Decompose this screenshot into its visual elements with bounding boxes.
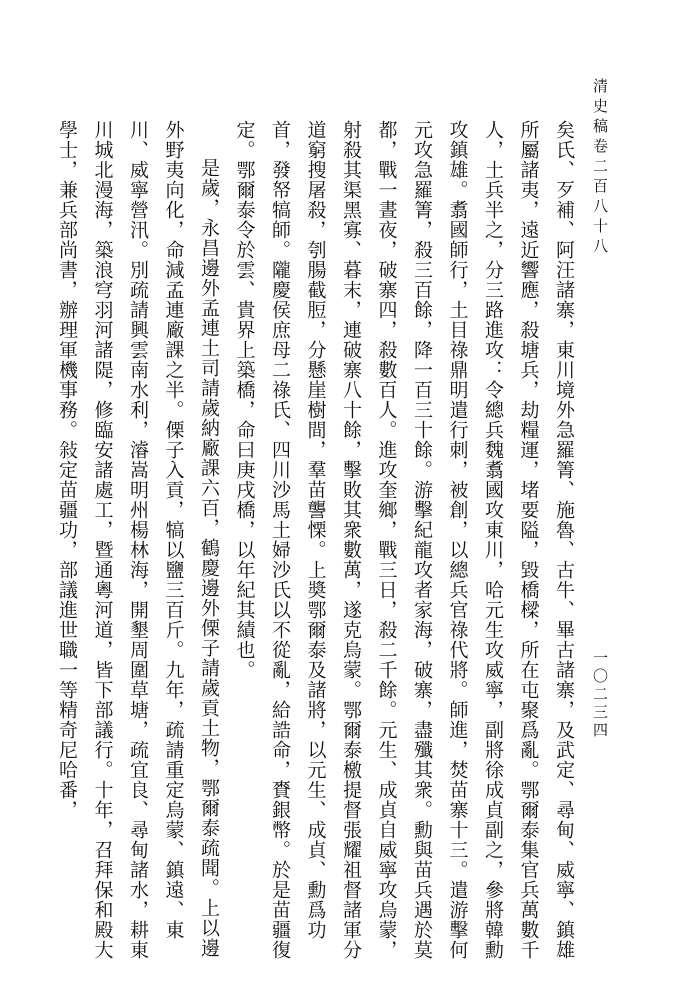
- body-text: [56, 120, 581, 970]
- paragraph: 矣氏、歹補、阿汪諸寨，東川境外急羅箐、施魯、古牛、畢古諸寨，及武定、尋甸、威寧、鎮雄所屬諸夷，遠近響應，殺塘兵，劫糧運，堵要隘，毀橋樑，所在屯聚爲亂。鄂爾泰集官兵萬數千人，土兵半之，分三路進攻：令總兵魏翥國攻東川，哈元生攻威寧，副將徐成貞副之，參將韓勳攻鎮雄。翥國師行，土目祿鼎明遣行刺，被創，以總兵官祿代將。師進，焚苗寨十三。遣游擊何元攻急羅箐，殺三百餘，降一百三十餘。游擊紀龍攻者家海，破寨，盡殲其衆。勳與苗兵遇於莫都，戰一晝夜，破寨四，殺數百人。進攻奎鄉，戰三日，殺二千餘。元生、成貞自威寧攻烏蒙，射殺其渠黑寡、暮末，連破寨八十餘，擊敗其衆數萬，遂克烏蒙。鄂爾泰檄提督張耀祖督諸軍分道窮搜屠殺，刳腸截脰，分懸崖樹間，羣苗讋慄。上奬鄂爾泰及諸將，以元生、成貞、勳爲功首，發帑犒師。隴慶侯庶母二祿氏、四川沙馬土婦沙氏以不從亂，給誥命，賚銀幣。於是苗疆復定。鄂爾泰令於雲、貴界上築橋，命曰庚戌橋，以年紀其績也。: [233, 120, 575, 960]
- running-title: 清史稿卷二百八十八: [591, 78, 609, 258]
- paragraph: 是歲，永昌邊外孟連土司請歲納廠課六百，鶴慶邊外傈子請歲貢土物，鄂爾泰疏聞。上以邊外野夷向化，命減孟連廠課之半。傈子入貢，犒以鹽三百斤。九年，疏請重定烏蒙、鎮遠、東川、威寧營汛。別疏請興雲南水利，濬嵩明州楊林海，開墾周圍草塘，疏宜良、尋甸諸水，耕東川城北漫海，築浪穹羽河諸隄，修臨安諸處工，暨通粵河道，皆下部議行。十年，召拜保和殿大學士，兼兵部尚書，辦理軍機事務。敍定苗疆功，部議進世職一等精奇尼哈番，: [56, 120, 220, 960]
- page-number: 一〇二三四: [591, 650, 609, 740]
